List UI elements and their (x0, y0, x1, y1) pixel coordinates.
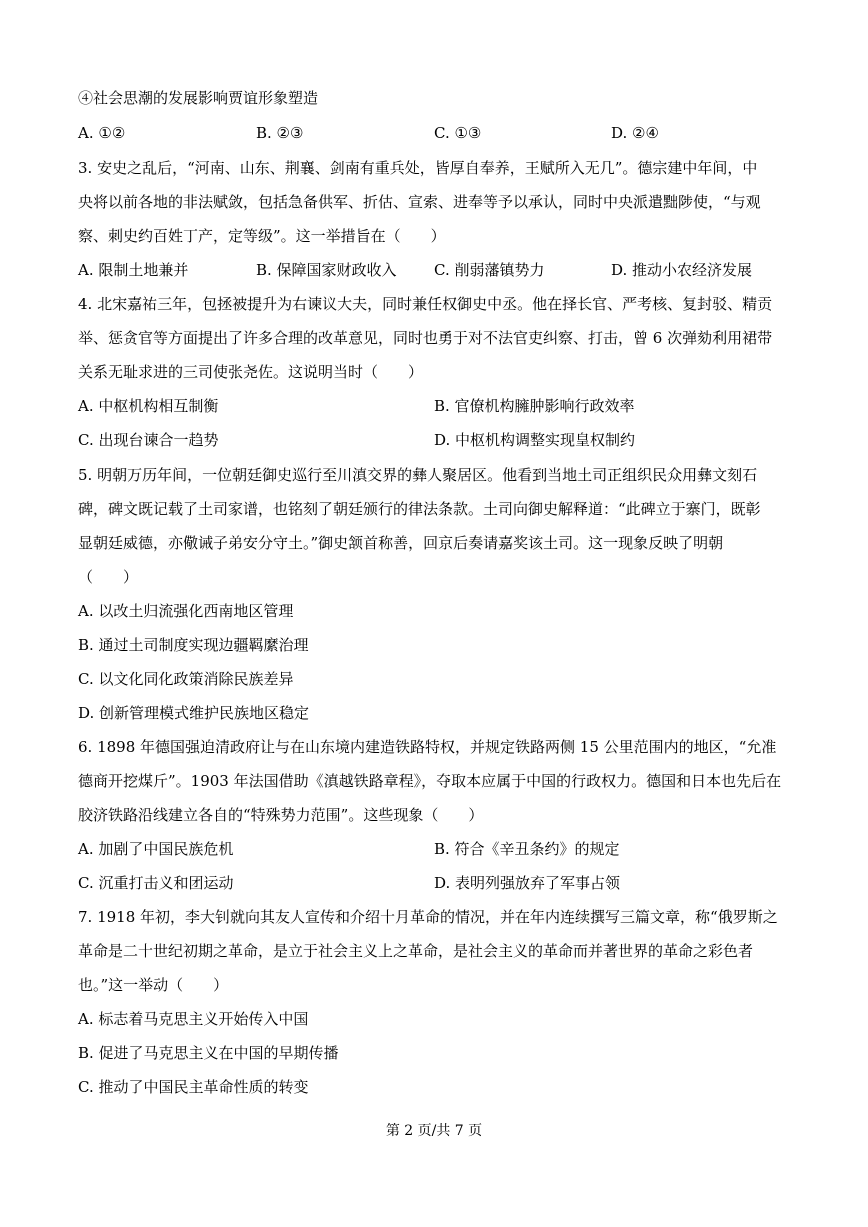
q5-option-b: B. 通过土司制度实现边疆羁縻治理 (78, 636, 309, 654)
q7-stem-line: 也。”这一举动（ ） (78, 976, 229, 994)
q7-option-b: B. 促进了马克思主义在中国的早期传播 (78, 1044, 339, 1062)
q4-option-a: A. 中枢机构相互制衡 (78, 397, 219, 415)
q2-option-c: C. ①③ (434, 124, 482, 142)
q2-option-b: B. ②③ (256, 124, 304, 142)
q2-item-4: ④社会思潮的发展影响贾谊形象塑造 (78, 89, 319, 107)
q3-option-c: C. 削弱藩镇势力 (434, 261, 545, 279)
q6-option-b: B. 符合《辛丑条约》的规定 (434, 840, 620, 858)
q3-stem-line: 3. 安史之乱后，“河南、山东、荆襄、剑南有重兵处，皆厚自奉养，王赋所入无几”。德宗建中年间，中 (78, 159, 758, 177)
q5-stem-line: 碑，碑文既记载了土司家谱，也铭刻了朝廷颁行的律法条款。土司向御史解释道：“此碑立于寨门，既彰 (78, 500, 761, 518)
q5-stem-line: 5. 明朝万历年间，一位朝廷御史巡行至川滇交界的彝人聚居区。他看到当地土司正组织民众用彝文刻石 (78, 466, 758, 484)
q3-stem-line: 央将以前各地的非法赋敛，包括急备供军、折估、宣索、进奉等予以承认，同时中央派遣黜陟使，“与观 (78, 193, 761, 211)
q3-option-b: B. 保障国家财政收入 (256, 261, 397, 279)
q5-option-a: A. 以改土归流强化西南地区管理 (78, 602, 294, 620)
q6-stem-line: 胶济铁路沿线建立各自的“特殊势力范围”。这些现象（ ） (78, 806, 484, 824)
q2-option-a: A. ①② (78, 124, 126, 142)
q3-stem-line: 察、刺史约百姓丁产，定等级”。这一举措旨在（ ） (78, 227, 446, 245)
q3-option-d: D. 推动小农经济发展 (611, 261, 753, 279)
page-footer: 第 2 页/共 7 页 (385, 1123, 483, 1139)
q4-option-b: B. 官僚机构臃肿影响行政效率 (434, 397, 635, 415)
q5-option-c: C. 以文化同化政策消除民族差异 (78, 670, 294, 688)
q4-stem-line: 4. 北宋嘉祐三年，包拯被提升为右谏议大夫，同时兼任权御史中丞。他在择长官、严考核、复封驳、精贡 (78, 295, 773, 313)
q2-option-d: D. ②④ (611, 124, 659, 142)
q7-option-c: C. 推动了中国民主革命性质的转变 (78, 1078, 309, 1096)
q7-stem-line: 7. 1918 年初，李大钊就向其友人宣传和介绍十月革命的情况，并在年内连续撰写三篇文章，称“俄罗斯之 (78, 908, 778, 926)
q5-option-d: D. 创新管理模式维护民族地区稳定 (78, 704, 310, 722)
q3-option-a: A. 限制土地兼并 (78, 261, 189, 279)
q6-option-d: D. 表明列强放弃了军事占领 (434, 874, 621, 892)
q5-stem-line: （ ） (78, 568, 139, 586)
q7-stem-line: 革命是二十世纪初期之革命，是立于社会主义上之革命，是社会主义的革命而并著世界的革命之彩色者 (78, 942, 754, 960)
q6-option-a: A. 加剧了中国民族危机 (78, 840, 234, 858)
q4-option-c: C. 出现台谏合一趋势 (78, 431, 219, 449)
q6-stem-line: 德商开挖煤斤”。1903 年法国借助《滇越铁路章程》，夺取本应属于中国的行政权力。德国和日本也先后在 (78, 772, 782, 790)
q6-option-c: C. 沉重打击义和团运动 (78, 874, 234, 892)
q7-option-a: A. 标志着马克思主义开始传入中国 (78, 1010, 309, 1028)
q4-stem-line: 关系无耻求进的三司使张尧佐。这说明当时（ ） (78, 363, 424, 381)
q4-option-d: D. 中枢机构调整实现皇权制约 (434, 431, 636, 449)
q5-stem-line: 显朝廷威德，亦儆诫子弟安分守土。”御史颔首称善，回京后奏请嘉奖该土司。这一现象反映了明朝 (78, 534, 724, 552)
q4-stem-line: 举、惩贪官等方面提出了许多合理的改革意见，同时也勇于对不法官吏纠察、打击，曾 6 次弹劾利用裙带 (78, 329, 773, 347)
q6-stem-line: 6. 1898 年德国强迫清政府让与在山东境内建造铁路特权，并规定铁路两侧 15 公里范围内的地区，“允准 (78, 738, 777, 756)
